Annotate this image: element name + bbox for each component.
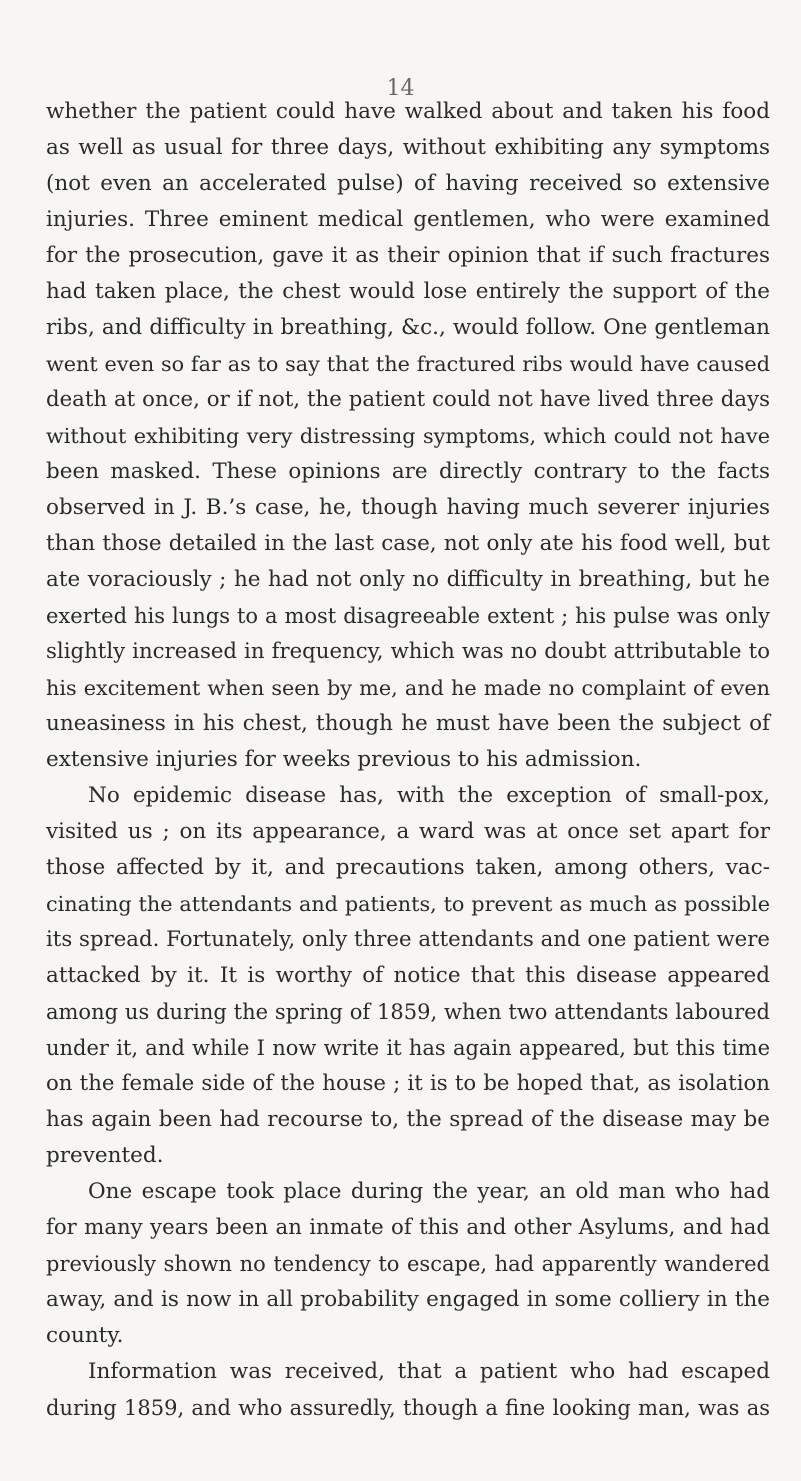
text-line: for many years been an inmate of this and other Asylums, and had [46, 1215, 770, 1240]
text-line: exerted his lungs to a most disagreeable extent ; his pulse was only [46, 604, 770, 628]
text-line: No epidemic disease has, with the exception of small-pox, [88, 783, 770, 808]
text-line: previously shown no tendency to escape, had apparently wandered [46, 1252, 770, 1276]
text-line: extensive injuries for weeks previous to his admission. [46, 747, 642, 772]
text-line: went even so far as to say that the fractured ribs would have caused [46, 352, 770, 376]
text-line: death at once, or if not, the patient could not have lived three days [46, 387, 770, 412]
text-line: observed in J. B.’s case, he, though having much severer injuries [46, 495, 770, 520]
text-line: county. [46, 1323, 124, 1348]
text-line: (not even an accelerated pulse) of having received so extensive [46, 171, 770, 196]
text-line: among us during the spring of 1859, when two attendants laboured [46, 1000, 770, 1024]
text-line: as well as usual for three days, without exhibiting any symptoms [46, 135, 770, 160]
text-line: cinating the attendants and patients, to prevent as much as possible [46, 892, 770, 916]
text-line: ribs, and difficulty in breathing, &c., would follow. One gentleman [46, 315, 770, 340]
text-line: One escape took place during the year, an old man who had [88, 1179, 770, 1204]
text-line: those affected by it, and precautions taken, among others, vac- [46, 855, 770, 880]
text-line: uneasiness in his chest, though he must have been the subject of [46, 711, 770, 736]
page-number: 14 [386, 76, 415, 101]
text-line: ate voraciously ; he had not only no difficulty in breathing, but he [46, 567, 770, 592]
text-line: whether the patient could have walked about and taken his food [46, 99, 770, 124]
text-line: visited us ; on its appearance, a ward was at once set apart for [46, 819, 770, 844]
text-line: his excitement when seen by me, and he made no complaint of even [46, 676, 770, 700]
text-line: prevented. [46, 1143, 164, 1168]
text-line: attacked by it. It is worthy of notice that this disease appeared [46, 963, 770, 988]
text-line: injuries. Three eminent medical gentlemen, who were examined [46, 207, 770, 232]
text-line: under it, and while I now write it has again appeared, but this time [46, 1036, 770, 1060]
text-line: than those detailed in the last case, not only ate his food well, but [46, 531, 770, 556]
text-line: on the female side of the house ; it is to be hoped that, as isolation [46, 1071, 770, 1096]
text-line: been masked. These opinions are directly contrary to the facts [46, 459, 770, 484]
text-line: has again been had recourse to, the spread of the disease may be [46, 1107, 770, 1132]
text-line: for the prosecution, gave it as their opinion that if such fractures [46, 243, 770, 268]
text-line: away, and is now in all probability engaged in some colliery in the [46, 1287, 770, 1312]
text-line: had taken place, the chest would lose entirely the support of the [46, 279, 770, 304]
text-line: slightly increased in frequency, which was no doubt attributable to [46, 639, 770, 664]
text-line: during 1859, and who assuredly, though a fine looking man, was as [46, 1396, 770, 1420]
text-line: its spread. Fortunately, only three attendants and one patient were [46, 927, 770, 952]
text-line: without exhibiting very distressing symptoms, which could not have [46, 424, 770, 448]
text-line: Information was received, that a patient who had escaped [88, 1359, 770, 1384]
